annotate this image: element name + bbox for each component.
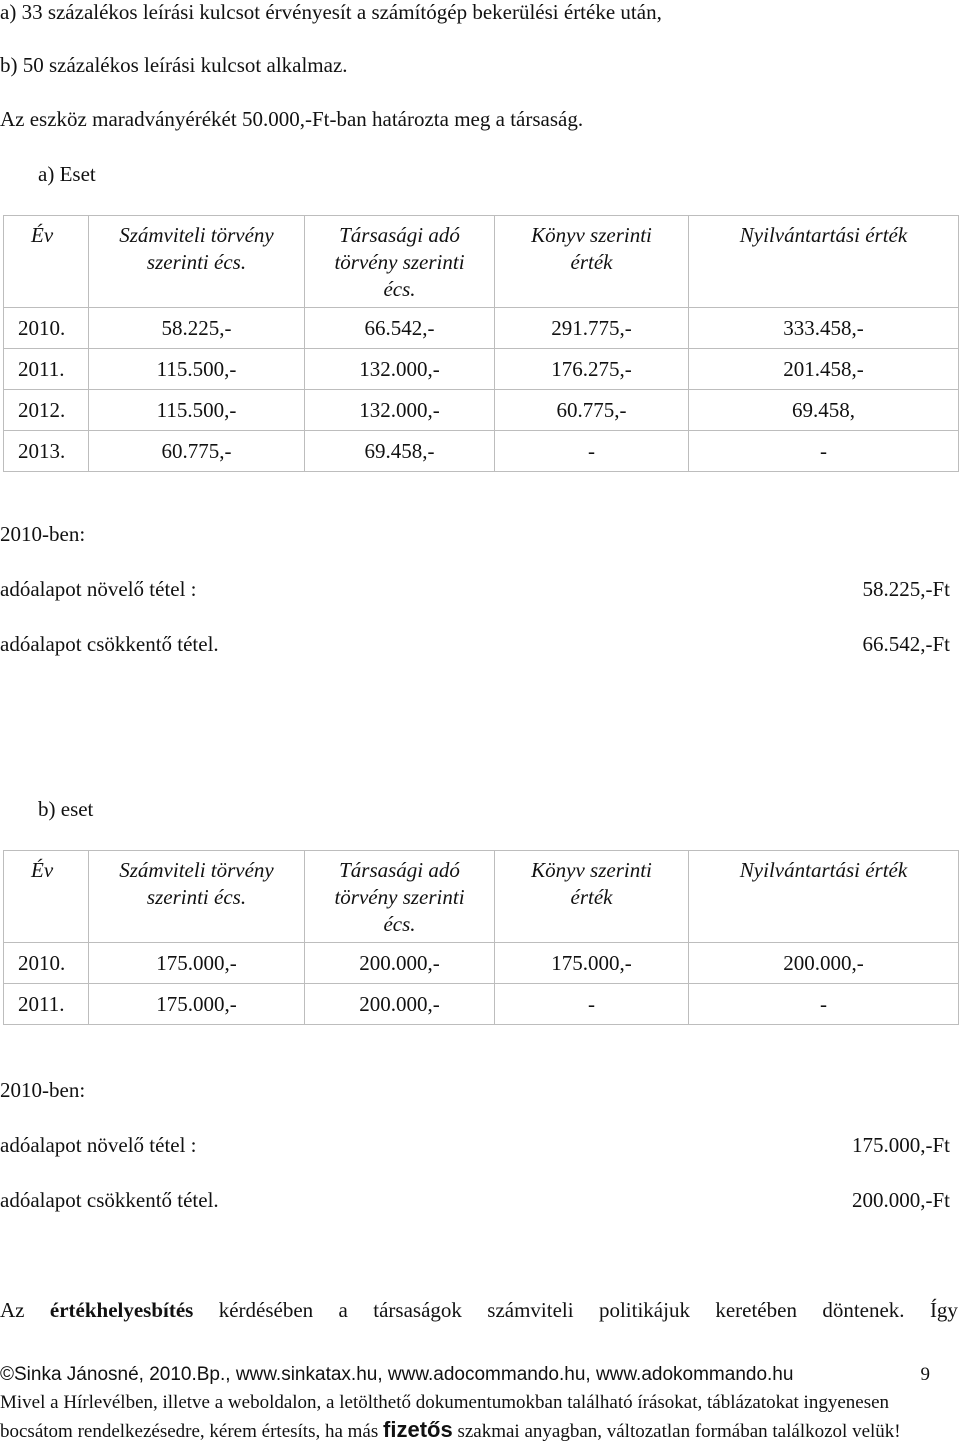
- closing-word: politikájuk: [598, 1298, 690, 1322]
- summary-a-increase-label: adóalapot növelő tétel :: [0, 577, 197, 601]
- footer-notice-text: szakmai anyagban, változatlan formában találkozol velük!: [452, 1421, 901, 1442]
- cell-nyilv: -: [689, 431, 959, 472]
- depreciation-table-b: [3, 850, 959, 1025]
- summary-b-decrease-value: 200.000,-Ft: [851, 1188, 950, 1212]
- closing-word: Így: [929, 1298, 958, 1322]
- cell-szamviteli: 58.225,-: [89, 308, 305, 349]
- cell-nyilv: 200.000,-: [689, 943, 959, 984]
- closing-word: döntenek.: [822, 1298, 905, 1322]
- header-szamviteli: Számviteli törvény szerinti écs.: [89, 216, 305, 308]
- summary-a-increase-value: 58.225,-Ft: [862, 577, 950, 601]
- cell-szamviteli: 175.000,-: [89, 984, 305, 1025]
- header-konyv: Könyv szerinti érték: [495, 216, 689, 308]
- cell-tarsasagi: 132.000,-: [305, 349, 495, 390]
- header-year: Év: [4, 851, 89, 943]
- summary-a-heading: 2010-ben:: [0, 522, 86, 546]
- summary-a-decrease-value: 66.542,-Ft: [862, 632, 950, 656]
- cell-szamviteli: 115.500,-: [89, 390, 305, 431]
- page-number: 9: [920, 1364, 930, 1385]
- footer-copyright: ©Sinka Jánosné, 2010.Bp., www.sinkatax.hu, www.adocommando.hu, www.adokommando.hu: [0, 1364, 794, 1385]
- table-row: [4, 943, 959, 984]
- table-row: [4, 984, 959, 1025]
- footer-notice-text: bocsátom rendelkezésedre, kérem értesíts, ha más: [0, 1421, 384, 1442]
- header-konyv: Könyv szerinti érték: [495, 851, 689, 943]
- cell-szamviteli: 175.000,-: [89, 943, 305, 984]
- depreciation-table-a: [3, 215, 959, 472]
- cell-nyilv: 333.458,-: [689, 308, 959, 349]
- cell-szamviteli: 60.775,-: [89, 431, 305, 472]
- cell-nyilv: 201.458,-: [689, 349, 959, 390]
- closing-paragraph: [0, 1298, 958, 1323]
- closing-word: számviteli: [487, 1298, 574, 1322]
- cell-year: 2010.: [4, 308, 89, 349]
- case-a-title: a) Eset: [38, 162, 96, 186]
- summary-b-increase-value: 175.000,-Ft: [851, 1133, 950, 1157]
- closing-word: Az: [0, 1298, 25, 1322]
- cell-konyv: -: [495, 431, 689, 472]
- cell-year: 2011.: [4, 984, 89, 1025]
- header-tarsasagi: Társasági adó törvény szerinti écs.: [305, 851, 495, 943]
- cell-konyv: 176.275,-: [495, 349, 689, 390]
- cell-tarsasagi: 200.000,-: [305, 984, 495, 1025]
- cell-szamviteli: 115.500,-: [89, 349, 305, 390]
- closing-word: társaságok: [373, 1298, 462, 1322]
- closing-word: keretében: [715, 1298, 797, 1322]
- cell-tarsasagi: 132.000,-: [305, 390, 495, 431]
- summary-b-heading: 2010-ben:: [0, 1078, 86, 1102]
- table-header-row: [4, 216, 959, 308]
- summary-b-decrease-label: adóalapot csökkentő tétel.: [0, 1188, 219, 1212]
- cell-nyilv: -: [689, 984, 959, 1025]
- case-b-title: b) eset: [38, 797, 94, 821]
- cell-konyv: -: [495, 984, 689, 1025]
- cell-tarsasagi: 69.458,-: [305, 431, 495, 472]
- header-szamviteli: Számviteli törvény szerinti écs.: [89, 851, 305, 943]
- header-nyilvantartasi: Nyilvántartási érték: [689, 851, 959, 943]
- footer-notice-line-2: [0, 1417, 901, 1443]
- footer-notice-line-1: Mivel a Hírlevélben, illetve a weboldalon, a letölthető dokumentumokban található írásokat, táblázatokat ingyenesen: [0, 1392, 890, 1413]
- summary-b-increase-label: adóalapot növelő tétel :: [0, 1133, 197, 1157]
- table-row: [4, 308, 959, 349]
- cell-year: 2011.: [4, 349, 89, 390]
- residual-value-text: Az eszköz maradványérékét 50.000,-Ft-ban határozta meg a társaság.: [0, 107, 584, 131]
- cell-konyv: 60.775,-: [495, 390, 689, 431]
- closing-word-bold: értékhelyesbítés: [49, 1298, 194, 1322]
- closing-word: kérdésében: [218, 1298, 314, 1322]
- footer-emphasis: fizetős: [383, 1417, 453, 1442]
- cell-year: 2010.: [4, 943, 89, 984]
- footer-copyright-line: [0, 1364, 930, 1386]
- header-tarsasagi: Társasági adó törvény szerinti écs.: [305, 216, 495, 308]
- table-row: [4, 349, 959, 390]
- cell-konyv: 175.000,-: [495, 943, 689, 984]
- intro-item-a: a) 33 százalékos leírási kulcsot érvényesít a számítógép bekerülési értéke után,: [0, 0, 662, 24]
- header-nyilvantartasi: Nyilvántartási érték: [689, 216, 959, 308]
- cell-konyv: 291.775,-: [495, 308, 689, 349]
- summary-a-decrease-label: adóalapot csökkentő tétel.: [0, 632, 219, 656]
- table-row: [4, 431, 959, 472]
- closing-word: a: [338, 1298, 348, 1322]
- table-row: [4, 390, 959, 431]
- cell-year: 2013.: [4, 431, 89, 472]
- table-header-row: [4, 851, 959, 943]
- cell-tarsasagi: 66.542,-: [305, 308, 495, 349]
- cell-tarsasagi: 200.000,-: [305, 943, 495, 984]
- cell-year: 2012.: [4, 390, 89, 431]
- header-year: Év: [4, 216, 89, 308]
- intro-item-b: b) 50 százalékos leírási kulcsot alkalmaz.: [0, 53, 348, 77]
- cell-nyilv: 69.458,: [689, 390, 959, 431]
